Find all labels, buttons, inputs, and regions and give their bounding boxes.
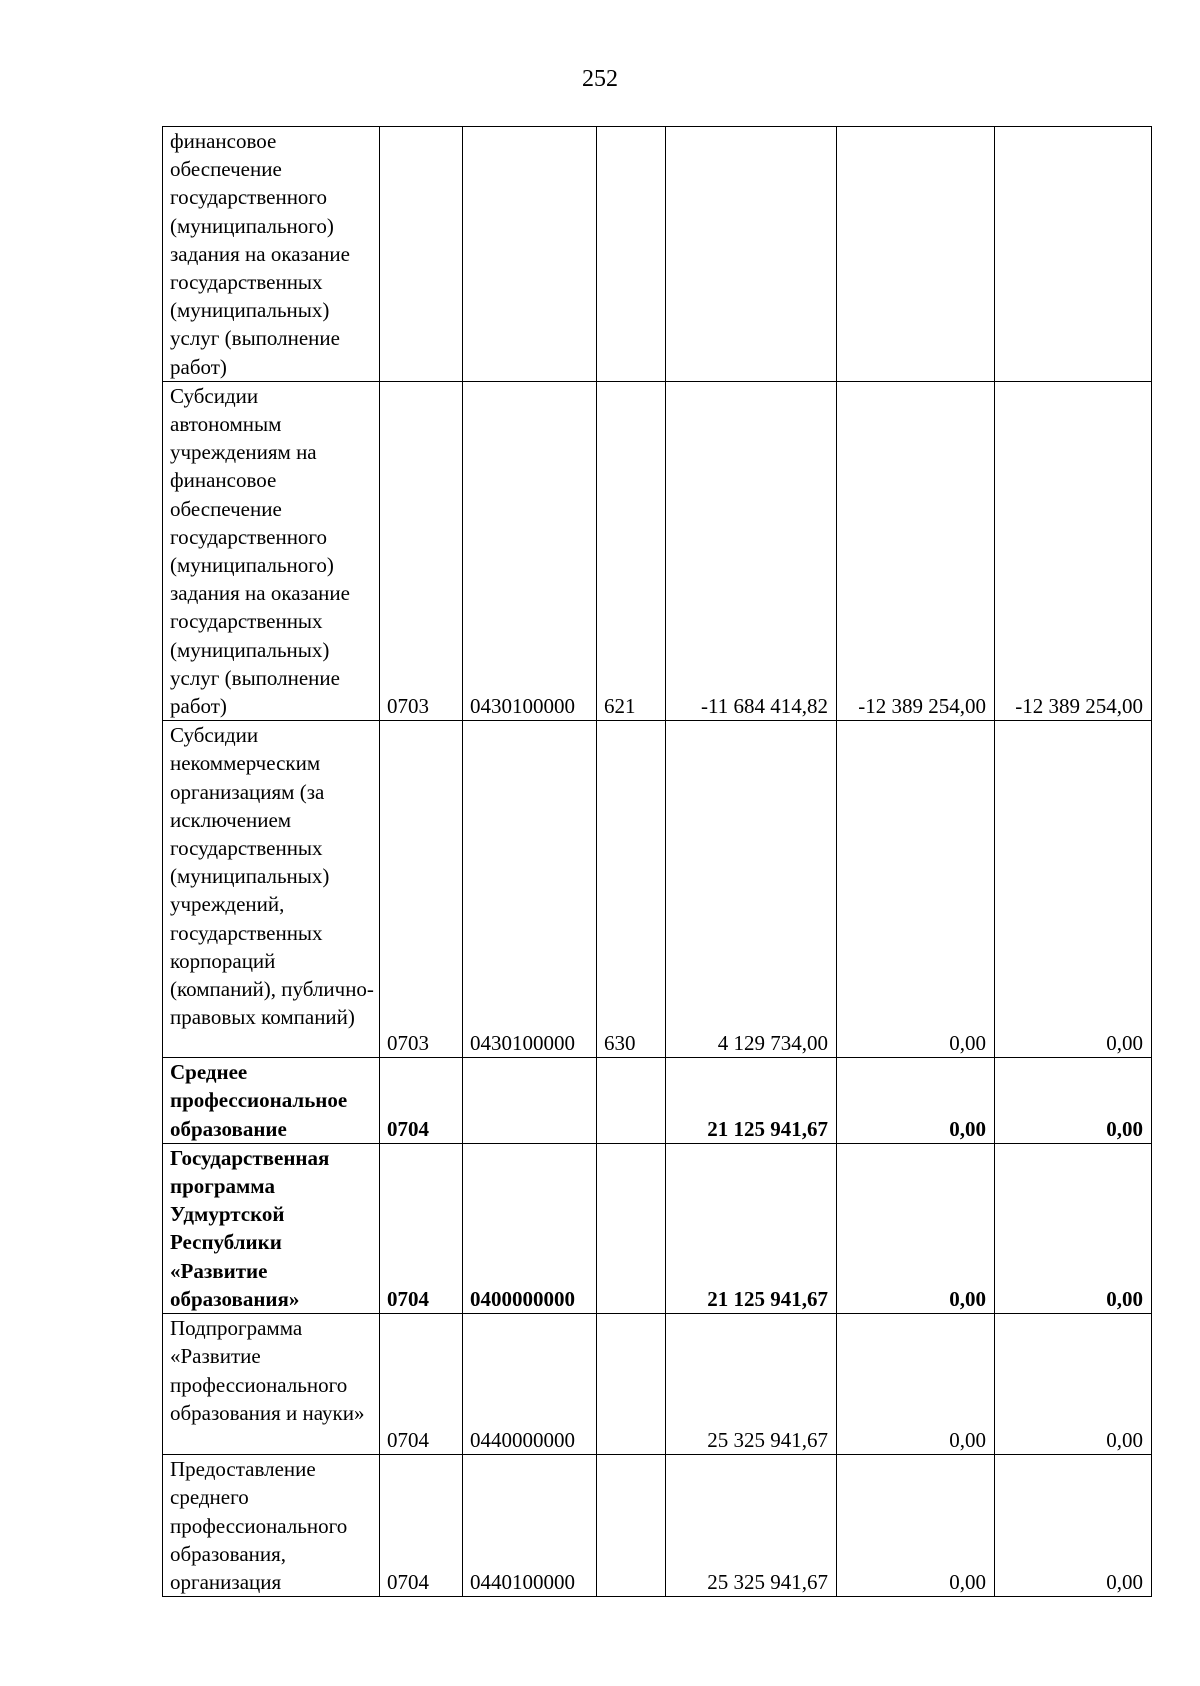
amount-1 xyxy=(666,127,837,382)
amount-1: 25 325 941,67 xyxy=(666,1314,837,1455)
target-code: 0430100000 xyxy=(463,721,597,1058)
target-code: 0440100000 xyxy=(463,1455,597,1597)
amount-2: 0,00 xyxy=(837,721,995,1058)
expense-type: 621 xyxy=(597,381,666,720)
page-number: 252 xyxy=(582,66,618,92)
amount-1: 25 325 941,67 xyxy=(666,1455,837,1597)
amount-2: 0,00 xyxy=(837,1058,995,1144)
section-code: 0703 xyxy=(380,381,463,720)
row-name: Предоставление среднего профессионального образования, организация xyxy=(163,1455,380,1597)
amount-1: -11 684 414,82 xyxy=(666,381,837,720)
row-name: Подпрограмма «Развитие профессионального образования и науки» xyxy=(163,1314,380,1455)
amount-2: 0,00 xyxy=(837,1455,995,1597)
row-name: Субсидии автономным учреждениям на финансовое обеспечение государственного (муниципального) задания на оказание государственных (муниципальных) услуг (выполнение работ) xyxy=(163,381,380,720)
expense-type xyxy=(597,1143,666,1313)
target-code: 0430100000 xyxy=(463,381,597,720)
expense-type: 630 xyxy=(597,721,666,1058)
amount-3: -12 389 254,00 xyxy=(995,381,1152,720)
section-code: 0703 xyxy=(380,721,463,1058)
section-code: 0704 xyxy=(380,1455,463,1597)
amount-1: 21 125 941,67 xyxy=(666,1143,837,1313)
section-code: 0704 xyxy=(380,1314,463,1455)
table-row xyxy=(163,1058,1152,1144)
row-name: Субсидии некоммерческим организациям (за исключением государственных (муниципальных) учреждений, государственных корпораций (компаний), публично-правовых компаний) xyxy=(163,721,380,1058)
table-row xyxy=(163,721,1152,1058)
amount-2: 0,00 xyxy=(837,1314,995,1455)
expense-type xyxy=(597,1314,666,1455)
target-code: 0440000000 xyxy=(463,1314,597,1455)
table-row xyxy=(163,1143,1152,1313)
expense-type xyxy=(597,1455,666,1597)
amount-3 xyxy=(995,127,1152,382)
amount-2: -12 389 254,00 xyxy=(837,381,995,720)
table-row xyxy=(163,1314,1152,1455)
expense-type xyxy=(597,127,666,382)
section-code: 0704 xyxy=(380,1143,463,1313)
amount-2: 0,00 xyxy=(837,1143,995,1313)
row-name: финансовое обеспечение государственного (муниципального) задания на оказание государственных (муниципальных) услуг (выполнение работ) xyxy=(163,127,380,382)
row-name: Государственная программа Удмуртской Республики «Развитие образования» xyxy=(163,1143,380,1313)
budget-table xyxy=(162,126,1152,1597)
amount-1: 4 129 734,00 xyxy=(666,721,837,1058)
target-code: 0400000000 xyxy=(463,1143,597,1313)
expense-type xyxy=(597,1058,666,1144)
target-code xyxy=(463,1058,597,1144)
amount-3: 0,00 xyxy=(995,1455,1152,1597)
amount-3: 0,00 xyxy=(995,1314,1152,1455)
table-row xyxy=(163,1455,1152,1597)
amount-3: 0,00 xyxy=(995,1058,1152,1144)
row-name: Среднее профессиональное образование xyxy=(163,1058,380,1144)
amount-1: 21 125 941,67 xyxy=(666,1058,837,1144)
section-code: 0704 xyxy=(380,1058,463,1144)
table-row xyxy=(163,127,1152,382)
section-code xyxy=(380,127,463,382)
amount-3: 0,00 xyxy=(995,721,1152,1058)
amount-3: 0,00 xyxy=(995,1143,1152,1313)
target-code xyxy=(463,127,597,382)
table-row xyxy=(163,381,1152,720)
amount-2 xyxy=(837,127,995,382)
